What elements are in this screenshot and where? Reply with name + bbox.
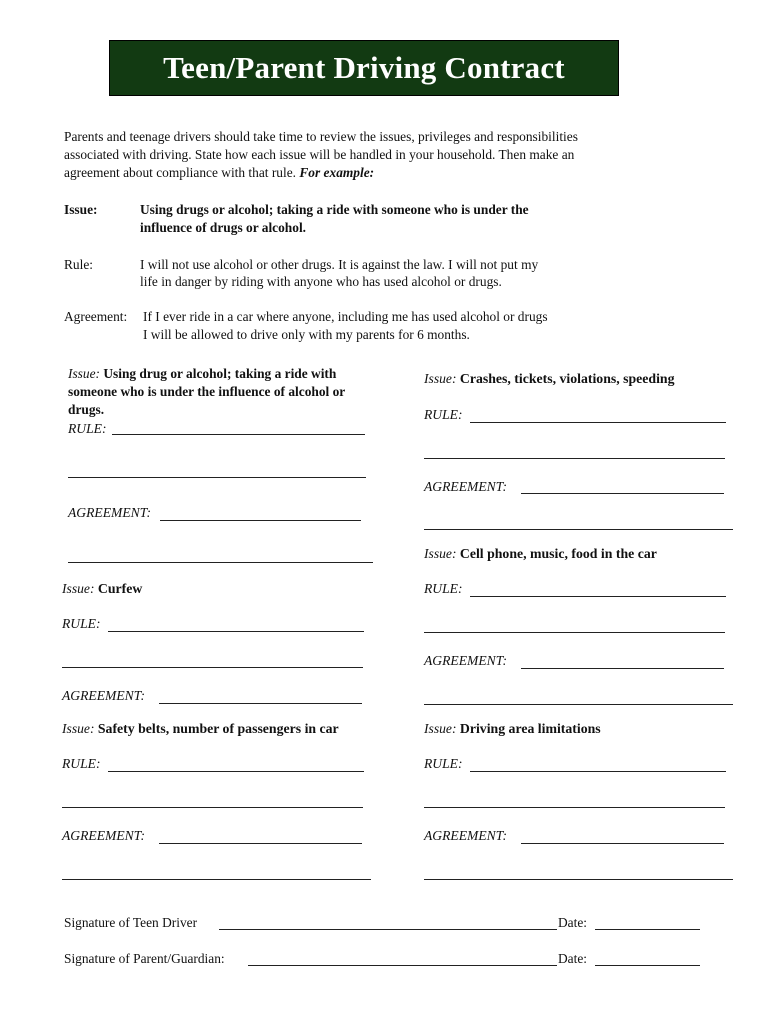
safety-rule-field-2[interactable] xyxy=(62,807,363,808)
agreement-label: AGREEMENT: xyxy=(62,828,146,843)
issue-drugs-line-2: someone who is under the influence of alcohol or xyxy=(68,384,346,399)
driving-area-agreement-field-2[interactable] xyxy=(424,879,733,880)
rule-label: RULE: xyxy=(424,581,463,596)
contract-title-banner xyxy=(109,40,619,96)
teen-date-label: Date: xyxy=(558,915,587,930)
issue-label: Issue: xyxy=(62,581,95,596)
intro-line-1: Parents and teenage drivers should take time to review the issues, privileges and responsibilities xyxy=(64,129,578,144)
rule-label: RULE: xyxy=(424,756,463,771)
example-issue-line-1: Using drugs or alcohol; taking a ride with someone who is under the xyxy=(140,202,529,217)
rule-label: RULE: xyxy=(62,756,101,771)
intro-line-3 xyxy=(64,164,684,182)
example-agreement-line-1: If I ever ride in a car where anyone, including me has used alcohol or drugs xyxy=(143,309,548,324)
rule-label: RULE: xyxy=(62,616,101,631)
driving-area-agreement-field[interactable] xyxy=(521,843,724,844)
example-issue-line-2: influence of drugs or alcohol. xyxy=(140,220,307,235)
page-title: Teen/Parent Driving Contract xyxy=(163,50,565,85)
agreement-label: AGREEMENT: xyxy=(68,505,152,520)
drugs-agreement-field[interactable] xyxy=(160,520,361,521)
issue-label: Issue: xyxy=(424,721,457,736)
drugs-agreement-field-2[interactable] xyxy=(68,562,373,563)
drugs-rule-field-2[interactable] xyxy=(68,477,366,478)
crashes-agreement-field-2[interactable] xyxy=(424,529,733,530)
issue-drugs-line-1 xyxy=(68,365,336,383)
agreement-label: AGREEMENT: xyxy=(424,828,508,843)
teen-signature-field[interactable] xyxy=(219,929,557,930)
issue-drugs-line-3: drugs. xyxy=(68,402,105,417)
example-agreement-line-2: I will be allowed to drive only with my parents for 6 months. xyxy=(143,327,470,342)
agreement-label: AGREEMENT: xyxy=(424,653,508,668)
issue-label: Issue: xyxy=(68,366,100,381)
example-rule-label: Rule: xyxy=(64,257,94,272)
intro-paragraph xyxy=(64,128,684,182)
intro-line-3-text: agreement about compliance with that rule. xyxy=(64,165,297,180)
cellphone-issue xyxy=(424,546,657,562)
curfew-rule-field-2[interactable] xyxy=(62,667,363,668)
crashes-issue xyxy=(424,371,675,387)
example-rule-line-2: life in danger by riding with anyone who has used alcohol or drugs. xyxy=(140,274,502,289)
cellphone-rule-field[interactable] xyxy=(470,596,726,597)
driving-area-rule-field[interactable] xyxy=(470,771,726,772)
cellphone-agreement-field[interactable] xyxy=(521,668,724,669)
crashes-agreement-field[interactable] xyxy=(521,493,724,494)
rule-label: RULE: xyxy=(424,407,463,422)
crashes-rule-field-2[interactable] xyxy=(424,458,725,459)
issue-label: Issue: xyxy=(424,371,457,386)
safety-agreement-field[interactable] xyxy=(159,843,362,844)
agreement-label: AGREEMENT: xyxy=(424,479,508,494)
drugs-rule-field[interactable] xyxy=(112,434,365,435)
teen-date-field[interactable] xyxy=(595,929,700,930)
driving-area-issue xyxy=(424,721,601,737)
example-agreement-label: Agreement: xyxy=(64,309,128,324)
rule-label: RULE: xyxy=(68,421,107,436)
intro-example-label: For example: xyxy=(299,165,375,180)
safety-rule-field[interactable] xyxy=(108,771,364,772)
cellphone-rule-field-2[interactable] xyxy=(424,632,725,633)
issue-driving-area-title: Driving area limitations xyxy=(459,721,601,736)
issue-label: Issue: xyxy=(424,546,457,561)
teen-signature-label: Signature of Teen Driver xyxy=(64,915,198,930)
agreement-label: AGREEMENT: xyxy=(62,688,146,703)
crashes-rule-field[interactable] xyxy=(470,422,726,423)
cellphone-agreement-field-2[interactable] xyxy=(424,704,733,705)
parent-date-field[interactable] xyxy=(595,965,700,966)
safety-agreement-field-2[interactable] xyxy=(62,879,371,880)
issue-crashes-title: Crashes, tickets, violations, speeding xyxy=(459,371,675,386)
intro-line-2: associated with driving. State how each issue will be handled in your household. Then make an xyxy=(64,147,575,162)
parent-signature-label: Signature of Parent/Guardian: xyxy=(64,951,225,966)
safety-issue xyxy=(62,721,339,737)
example-rule-line-1: I will not use alcohol or other drugs. It is against the law. I will not put my xyxy=(140,257,539,272)
issue-drugs-title: Using drug or alcohol; taking a ride with xyxy=(103,366,337,381)
curfew-issue xyxy=(62,581,142,597)
example-issue-label: Issue: xyxy=(64,202,98,217)
curfew-rule-field[interactable] xyxy=(108,631,364,632)
issue-cellphone-title: Cell phone, music, food in the car xyxy=(459,546,657,561)
parent-date-label: Date: xyxy=(558,951,587,966)
issue-safety-title: Safety belts, number of passengers in car xyxy=(97,721,339,736)
curfew-agreement-field[interactable] xyxy=(159,703,362,704)
driving-area-rule-field-2[interactable] xyxy=(424,807,725,808)
parent-signature-field[interactable] xyxy=(248,965,557,966)
issue-label: Issue: xyxy=(62,721,95,736)
issue-curfew-title: Curfew xyxy=(97,581,143,596)
